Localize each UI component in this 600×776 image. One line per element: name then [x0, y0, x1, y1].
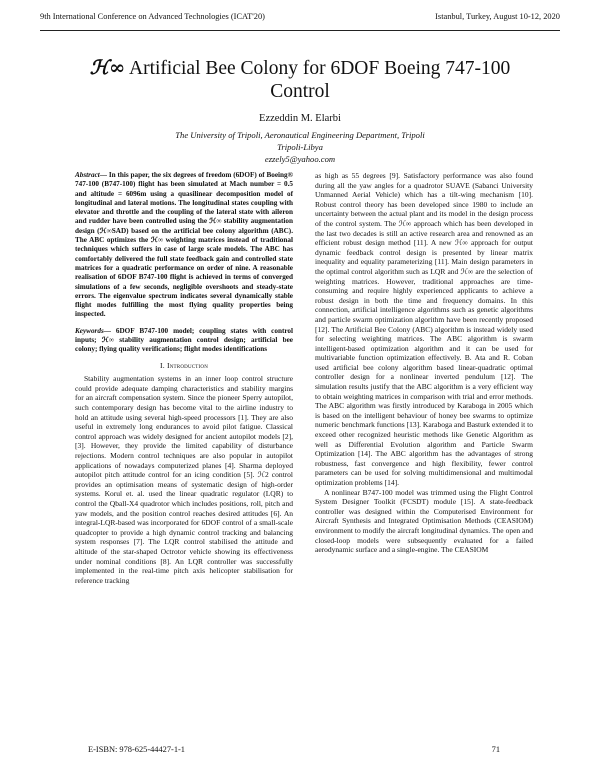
left-column: [75, 171, 293, 585]
keywords-text: — 6DOF B747-100 model; coupling states with control inputs; ℋ∞ stability augmentation control design; artificial bee colony; flying quality verifications; flight modes identifications: [75, 326, 293, 354]
abstract: [75, 171, 293, 320]
right-column: [315, 171, 533, 555]
intro-paragraph: Stability augmentation systems in an inner loop control structure could provide adequate damping characteristics and stability margins for an aircraft compensation system. Since the pioneer Sperry autopilot, such contemporary design has become vital to the airline industry to hold an attitude using several high-speed processors [1]. They are also useful in extremely long endurances to avoid pilot fatigue. Classical control approach was widely designed for ancient autopilot models [2], [3]. However, they provide the limited capability of disturbance rejections. Modern control techniques are also popular in autopilot applications of nowadays computerized planes [4]. Sharma deployed autopilot pitch attitude control for an icing condition [5]. ℋ2 control provides an optimisation means of systematic design of high-order systems. Korul et. al. used the linear quadratic regulator (LQR) to control the Qball-X4 quadrotor which includes positions, roll, pitch and yaw models, and the position control reaches desired attitudes [6]. An integral-LQR-based was incorporated for 6DOF control of a small-scale quadcopter to provide a high dynamic control tracking and balancing system responses [7]. The LQR control stabilised the attitude and altitude of the star-shaped Octrotor vehicle showing its effectiveness under nominal conditions [8]. An LQR controller was successfully implemented in the real-time pitch axis helicopter stabilisation for reference tracking: [75, 374, 293, 585]
paper-title: [60, 56, 540, 103]
header-divider: [40, 30, 560, 31]
section-number: I.: [159, 360, 165, 370]
h-infinity-symbol: ℋ∞: [89, 56, 126, 79]
paper-title-text: Artificial Bee Colony for 6DOF Boeing 747-100 Control: [125, 58, 511, 102]
section-heading: [75, 361, 293, 371]
author-name: Ezzeddin M. Elarbi: [259, 113, 341, 124]
affiliation-department: The University of Tripoli, Aeronautical Engineering Department, Tripoli: [175, 130, 425, 140]
keywords: [75, 327, 293, 355]
conference-location-date: Istanbul, Turkey, August 10-12, 2020: [435, 12, 560, 21]
abstract-lead: Abstract: [75, 171, 100, 179]
isbn: E-ISBN: 978-625-44427-1-1: [88, 745, 185, 754]
section-title: Introduction: [166, 360, 209, 370]
keywords-lead: Keywords: [75, 326, 104, 335]
abstract-text: — In this paper, the six degrees of freedom (6DOF) of Boeing® 747-100 (B747-100) flight has been simulated at Mach number = 0.5 and altitude = 6096m using a quasilinear decomposition model of longitudinal and lateral motions. The longitudinal states coupling with elevator and throttle and the coupling of the lateral state with aileron and rudder have been controlled using the ℋ∞ stability augmentation design (ℋ∞SAD) based on the artificial bee colony algorithm (ABC). The ABC optimizes the ℋ∞ weighting matrices instead of traditional techniques which suffers in case of large scale models. The ABC has comfortably delivered the full state feedback gain and controlled state matrices for a quadratic performance on order of nine. A reasonable realisation of 6DOF B747-100 flight is achieved in terms of converged simulations of a few seconds, negligible overshoots and steady-state errors. The eigenvalue spectrum indicates several dynamically stable flight modes fulfilling the most flying quality properties being inspected.: [75, 171, 293, 319]
affiliation-block: [40, 129, 560, 165]
conference-name: 9th International Conference on Advanced Technologies (ICAT'20): [40, 12, 265, 21]
author-email: ezzely5@yahoo.com: [264, 154, 336, 164]
running-header: [40, 12, 560, 26]
page-number: 71: [491, 745, 500, 754]
body-paragraph: A nonlinear B747-100 model was trimmed using the Flight Control System Designer Toolkit (FCSDT) module [15]. A state-feedback controller was designed within the Computerised Environment for Aircraft Synthesis and Integrated Optimisation Methods (CEASIOM) environment to modify the aircraft longitudinal dynamics. The open and closed-loop models were subsequently evaluated for a failed aerodynamic surface and a single-engine. The CEASIOM: [315, 487, 533, 555]
affiliation-city: Tripoli-Libya: [277, 142, 323, 152]
body-paragraph: as high as 55 degrees [9]. Satisfactory performance was also found during all the yaw angles for a quadrotor SUAVE (Sabanci University Unmanned Aerial Vehicle) which has a tilt-wing mechanism [10]. Robust control theory has been developed since 1980 to include an uncertainty between the actual plant and its model in the design process of the control system. The ℋ∞ approach which has been developed in the last two decades is still an active research area and renowned as an efficient robust design method [11]. A new ℋ∞ approach for output dynamic feedback control design is presented by linear matrix inequality and equality parameterizing [11]. Main design parameters in the optimal control algorithm such as LQR and ℋ∞ are the selection of weighting matrices. However, traditional approaches are time-consuming and require highly experienced applicants to achieve a robust design in both the time and frequency domains. In this connection, artificial intelligence algorithms such as genetic algorithms and particle swarm optimization algorithm have been recently proposed [12]. The Artificial Bee Colony (ABC) algorithm is instead widely used for selecting weighting matrices. The ABC algorithm is swarm intelligent-based optimization algorithm and it can be used for multivariable function optimization effectively. B. Ata and R. Coban used artificial bee colony algorithm based linear-quadratic optimal controller design for a nonlinear inverted pendulum [12]. The simulation results justify that the ABC algorithm is a very efficient way to obtain weighting matrices in comparison with trial and error methods. The ABC algorithm was firstly introduced by Karaboga in 2005 which is based on the intelligent behaviour of honey bee swarms to optimize numeric benchmark functions [13]. Karaboga and Basturk extended it to exceed other recognized heuristic methods like Genetic Algorithm as well as Differential Evolution algorithm and Particle Swarm Optimization [14]. The ABC algorithm has the advantages of strong robustness, fast convergence and high flexibility, fewer control parameters can be used for solving multidimensional and multimodal optimization problems [14].: [315, 171, 533, 487]
